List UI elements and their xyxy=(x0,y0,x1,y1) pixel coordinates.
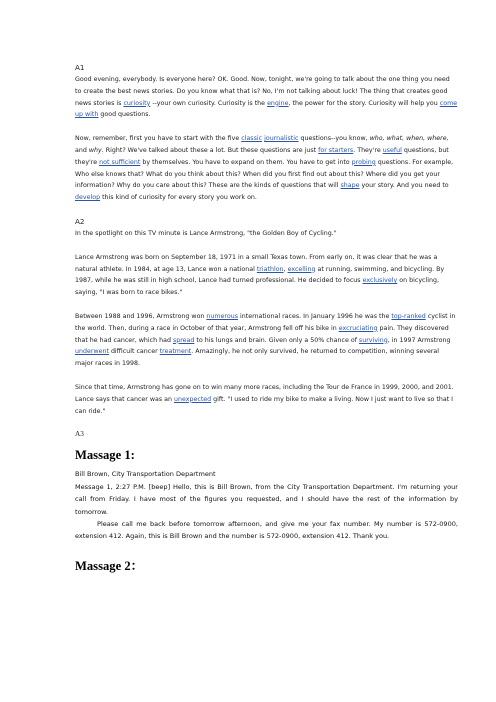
text-run: cyclist in the world. Then, during a race in October of that year, Armstrong fell off his bike in xyxy=(75,312,456,332)
message-1-body-1: Message 1, 2:27 P.M. [beep] Hello, this is Bill Brown, from the City Transportation Department. I'm returning your call from Friday. I have most of the figures you requested, and I should have the rest of the information by tomorrow. xyxy=(75,482,458,516)
text-run: Lance Armstrong was born on September 18, 1971 in a small Texas town. From early on, it was clear that he was a natural athlete. In 1984, at age 13, Lance won a national xyxy=(75,253,438,273)
vocab-link[interactable]: for starters xyxy=(318,146,354,154)
vocab-link[interactable]: come up with xyxy=(75,99,458,119)
vocab-link[interactable]: underwent xyxy=(75,348,109,356)
text-run: to his lungs and brain. Given only a 50% chance of xyxy=(194,336,359,344)
text-run: and xyxy=(75,146,89,154)
text-run: gift. "I used to ride my bike to make a living. Now I just want to live so that I can ride." xyxy=(75,395,454,415)
text-run: Since that time, Armstrong has gone on to win many more races, including the Tour de France in 1999, 2000, and 2001. Lance says that cancer was an xyxy=(75,383,454,403)
vocab-link[interactable]: excelling xyxy=(287,265,316,273)
vocab-link[interactable]: curiosity xyxy=(123,99,151,107)
vocab-link[interactable]: spread xyxy=(172,336,195,344)
text-run: by themselves. You have to expand on them. You have to get into xyxy=(140,158,352,166)
text-run: good questions. xyxy=(98,111,151,119)
text-run: Now, remember, first you have to start with the five xyxy=(75,135,242,143)
text-run: , the power for the story. Curiosity will help you xyxy=(288,99,440,107)
vocab-link[interactable]: engine xyxy=(267,99,289,107)
text-run: on bicycling, saying, "I was born to race bikes." xyxy=(75,277,439,297)
message-1-heading: Massage 1: xyxy=(75,448,135,463)
text-run: , in 1997 Armstrong xyxy=(387,336,451,344)
vocab-link[interactable]: excruciating xyxy=(338,324,378,332)
text-run: questions, but they're xyxy=(75,146,449,166)
a1-paragraph-1 xyxy=(75,74,458,121)
text-run: your story. And you need to xyxy=(359,182,449,190)
vocab-link[interactable]: treatment xyxy=(159,348,192,356)
a2-paragraph-2 xyxy=(75,311,458,370)
vocab-link[interactable]: top-ranked xyxy=(391,312,426,320)
vocab-link[interactable]: numerous xyxy=(206,312,238,320)
vocab-link[interactable]: journalistic xyxy=(264,135,299,143)
vocab-link[interactable]: probing xyxy=(351,158,376,166)
a2-paragraph-1 xyxy=(75,252,458,299)
section-label-a3: A3 xyxy=(75,430,84,439)
text-run: . They're xyxy=(353,146,383,154)
text-run: why xyxy=(88,146,102,154)
text-run: Between 1988 and 1996, Armstrong won xyxy=(75,312,207,320)
text-run: . Amazingly, he not only survived, he returned to competition, winning several major races in 1998. xyxy=(75,348,440,368)
text-run: , xyxy=(283,265,288,273)
text-run: --your own curiosity. Curiosity is the xyxy=(150,99,268,107)
text-run: In the spotlight on this TV minute is Lance Armstrong, "the Golden Boy of Cycling." xyxy=(75,229,337,237)
text-run: at running, swimming, and bicycling. By 1987, while he was still in high school, Lance had turned professional. He decided to focus xyxy=(75,265,445,285)
vocab-link[interactable]: useful xyxy=(382,146,402,154)
vocab-link[interactable]: shape xyxy=(340,182,360,190)
text-run: questions. For example, Who else knows that? What do you think about this? When did you first find out about this? Where did you get your information? Why do you care about this? These are the kinds of questions that will xyxy=(75,158,454,190)
text-run: questions--you know, xyxy=(298,135,370,143)
message-2-heading: Massage 2： xyxy=(75,558,144,573)
text-run: Good evening, everybody. Is everyone here? OK. Good. Now, tonight, we're going to talk about the one thing you need to create the best news stories. Do you know what that is? No, I'm not talking about luck! The thing that creates good news stories is xyxy=(75,76,450,107)
vocab-link[interactable]: surviving xyxy=(358,336,388,344)
text-run: pain. They discovered that he had cancer, which had xyxy=(75,324,449,344)
vocab-link[interactable]: unexpected xyxy=(174,395,212,403)
vocab-link[interactable]: exclusively xyxy=(362,277,398,285)
text-run: this kind of curiosity for every story you work on. xyxy=(100,194,257,202)
vocab-link[interactable]: develop xyxy=(75,194,101,202)
text-run: . Right? We've talked about these a lot. But these questions are just xyxy=(101,146,319,154)
a2-paragraph-3 xyxy=(75,382,458,417)
text-run: difficult cancer xyxy=(108,348,160,356)
vocab-link[interactable]: not sufficient xyxy=(99,158,141,166)
section-label-a2: A2 xyxy=(75,216,85,226)
message-1-from: Bill Brown, City Transportation Department xyxy=(75,470,216,479)
text-run: who, what, when, where, xyxy=(369,135,449,143)
vocab-link[interactable]: triathlon xyxy=(256,265,284,273)
a1-paragraph-2 xyxy=(75,133,458,204)
a2-intro xyxy=(75,228,458,240)
message-1-body-2: Please call me back before tomorrow afternoon, and give me your fax number. My number is 572-0900, extension 412. Again, this is Bill Brown and the number is 572-0900, extension 412. Thank you. xyxy=(75,519,458,541)
text-run: international races. In January 1996 he was the xyxy=(238,312,392,320)
section-label-a1: A1 xyxy=(75,63,85,72)
vocab-link[interactable]: classic xyxy=(241,135,263,143)
